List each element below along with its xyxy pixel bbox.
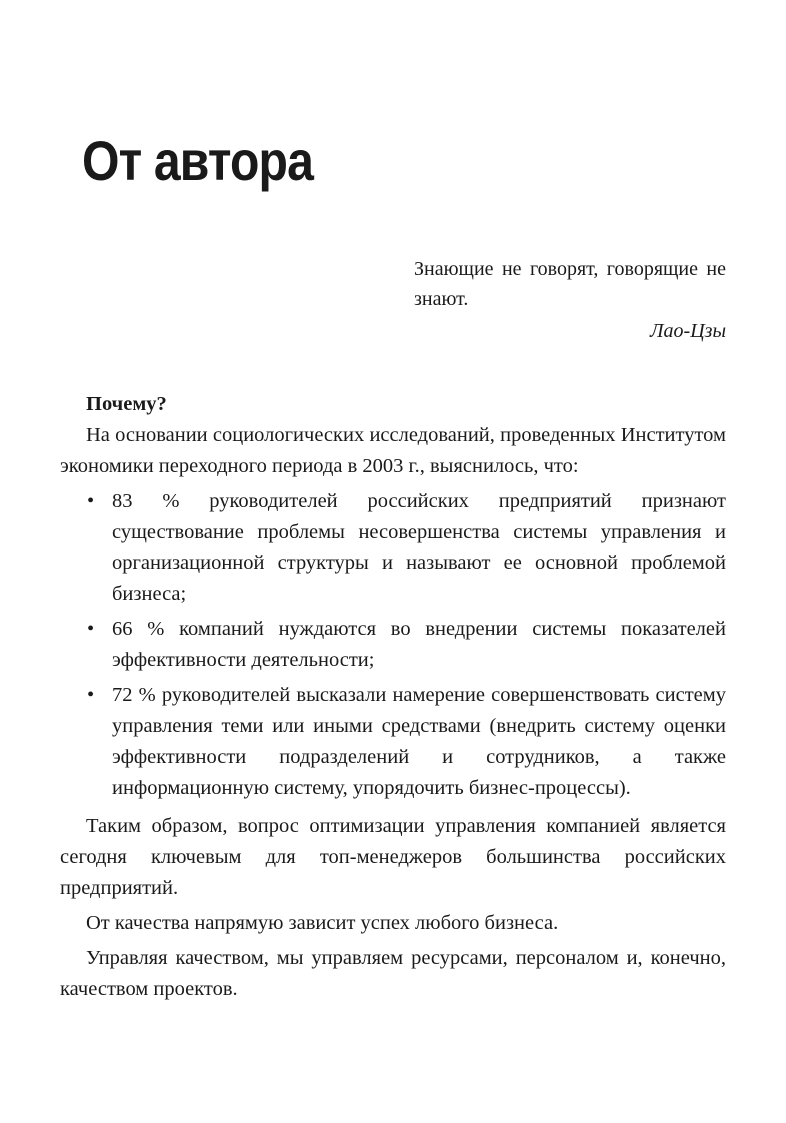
paragraph: Управляя качеством, мы управляем ресурсами, персоналом и, конечно, качеством проектов.	[60, 947, 726, 1000]
bullet-list	[60, 486, 726, 804]
bullet-icon: •	[87, 618, 95, 640]
list-item-text: 66 % компаний нуждаются во внедрении системы показателей эффективности деятельности;	[112, 618, 726, 671]
list-item	[87, 486, 726, 610]
list-item	[87, 614, 726, 676]
epigraph-author: Лао-Цзы	[650, 320, 726, 342]
bullet-icon: •	[87, 684, 95, 706]
list-item-text: 83 % руководителей российских предприятий признают существование проблемы несовершенства системы управления и организационной структуры и называют ее основной проблемой бизнеса;	[112, 490, 726, 605]
paragraph: Таким образом, вопрос оптимизации управления компанией является сегодня ключевым для топ-менеджеров большинства российских предприятий.	[60, 815, 726, 899]
intro-paragraph: На основании социологических исследований, проведенных Институтом экономики переходного периода в 2003 г., выяснилось, что:	[60, 424, 726, 477]
list-item-text: 72 % руководителей высказали намерение совершенствовать систему управления теми или иными средствами (внедрить систему оценки эффективности подразделений и сотрудников, а также информационную систему, упорядочить бизнес-процессы).	[112, 684, 726, 799]
chapter-title: От автора	[82, 129, 314, 192]
epigraph	[414, 254, 726, 346]
paragraph: От качества напрямую зависит успех любого бизнеса.	[86, 912, 559, 934]
bullet-icon: •	[87, 490, 95, 512]
epigraph-quote: Знающие не говорят, говорящие не знают.	[414, 258, 726, 310]
section-heading: Почему?	[86, 393, 167, 415]
main-text	[60, 389, 726, 1005]
list-item	[87, 680, 726, 804]
